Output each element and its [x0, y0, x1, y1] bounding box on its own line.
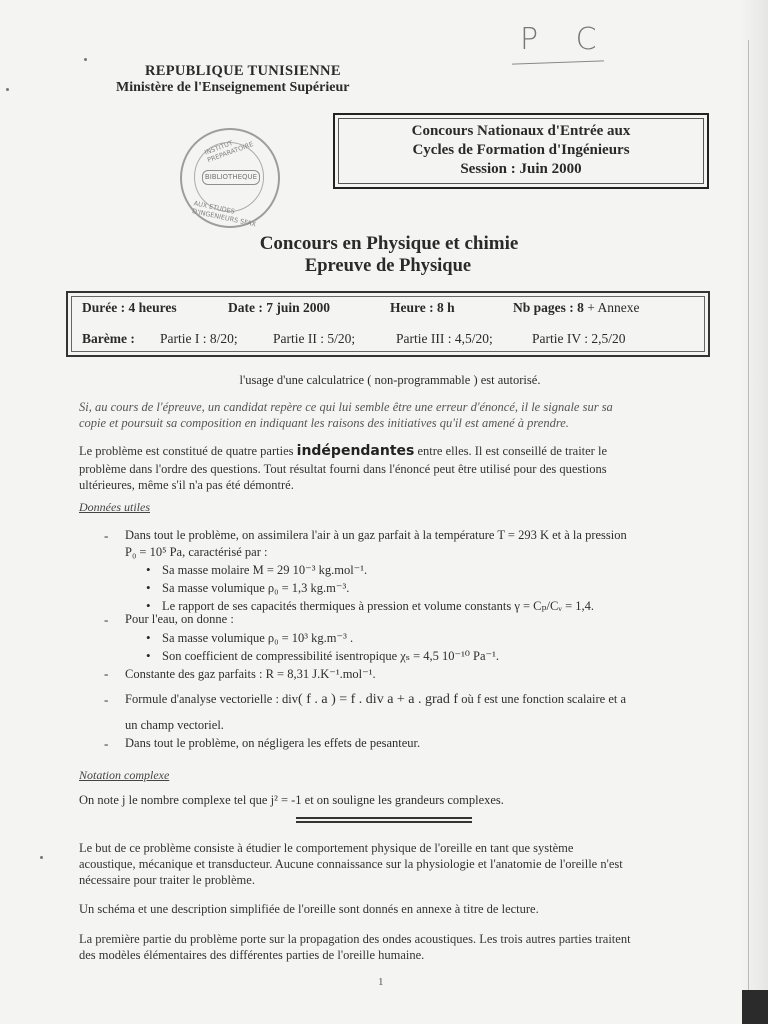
- air-gamma: Le rapport de ses capacités thermiques à pression et volume constants γ = Cₚ/Cᵥ = 1,4.: [162, 599, 595, 613]
- page-count-bold: Nb pages : 8: [513, 300, 584, 315]
- exam-info-box: [66, 291, 710, 357]
- bareme-label: Barème :: [82, 331, 135, 346]
- separator-rule: [296, 821, 472, 823]
- stamp-bottom-text: AUX ETUDES D'INGENIEURS SFAX: [191, 199, 257, 229]
- page-edge-shadow: [740, 0, 768, 1024]
- exam-date: Date : 7 juin 2000: [228, 300, 330, 315]
- library-stamp: [180, 128, 280, 228]
- page-count-annex: + Annexe: [583, 300, 640, 315]
- concours-line-2: Cycles de Formation d'Ingénieurs: [412, 142, 630, 158]
- air-molar-mass: Sa masse molaire M = 29 10⁻³ kg.mol⁻¹.: [162, 563, 368, 577]
- stamp-top-text: INSTITUT PREPARATOIRE: [203, 139, 255, 165]
- page-count: [513, 300, 640, 316]
- exam-title: Concours en Physique et chimie: [259, 233, 519, 254]
- dash-marker: -: [104, 666, 109, 681]
- concours-session: Session : Juin 2000: [460, 161, 582, 177]
- vector-formula-label: Formule d'analyse vectorielle : div: [125, 692, 299, 706]
- bullet-marker: •: [146, 580, 151, 595]
- dash-marker: -: [104, 612, 109, 627]
- intro-line-3: ultérieures, même s'il n'a pas été démontré.: [79, 478, 294, 492]
- vector-field-note: un champ vectoriel.: [125, 718, 224, 732]
- intro-line-2: problème dans l'ordre des questions. Tout résultat fourni dans l'énoncé peut être utilisé pour des questions: [79, 462, 607, 476]
- calculator-note: l'usage d'une calculatrice ( non-programmable ) est autorisé.: [239, 373, 541, 387]
- gas-constant: Constante des gaz parfaits : R = 8,31 J.K⁻¹.mol⁻¹.: [125, 667, 376, 681]
- scan-speck: [84, 58, 87, 61]
- air-density: Sa masse volumique ρ₀ = 1,3 kg.m⁻³.: [162, 581, 350, 595]
- vector-formula: [125, 692, 626, 708]
- scan-speck: [40, 856, 43, 859]
- schema-note: Un schéma et une description simplifiée de l'oreille sont donnés en annexe à titre de lecture.: [79, 902, 539, 916]
- notation-text: On note j le nombre complexe tel que j² = -1 et on souligne les grandeurs complexes.: [79, 793, 504, 807]
- separator-rule: [296, 817, 472, 819]
- bullet-marker: •: [146, 598, 151, 613]
- donnees-heading: Données utiles: [79, 500, 150, 514]
- dash-marker: -: [104, 736, 109, 751]
- page-number: 1: [378, 976, 384, 988]
- first-part-line-2: des modèles élémentaires des différentes parties de l'oreille humaine.: [79, 948, 425, 962]
- intro-emphasis: indépendantes: [296, 443, 415, 459]
- handwritten-underline: [512, 60, 604, 64]
- water-compressibility: Son coefficient de compressibilité isentropique χₛ = 4,5 10⁻¹⁰ Pa⁻¹.: [162, 649, 500, 663]
- air-assumption-line-2: P₀ = 10⁵ Pa, caractérisé par :: [125, 545, 268, 559]
- notation-heading: Notation complexe: [79, 768, 170, 782]
- bareme-partie-2: Partie II : 5/20;: [273, 331, 356, 346]
- error-note-line-1: Si, au cours de l'épreuve, un candidat repère ce qui lui semble être une erreur d'énoncé, il le signale sur sa: [79, 400, 613, 414]
- exam-time: Heure : 8 h: [390, 300, 455, 315]
- stamp-center-label: BIBLIOTHEQUE: [202, 170, 260, 185]
- duration: Durée : 4 heures: [82, 300, 177, 315]
- error-note-line-2: copie et poursuit sa composition en indiquant les raisons des initiatives qu'il est amené à prendre.: [79, 416, 569, 430]
- vector-formula-expression: ( f . a ) = f . div a + a . grad f: [298, 692, 459, 707]
- scan-speck: [6, 88, 9, 91]
- exam-subtitle: Epreuve de Physique: [304, 256, 472, 276]
- bareme-partie-1: Partie I : 8/20;: [160, 331, 238, 346]
- dash-marker: -: [104, 528, 109, 543]
- intro-text-a: Le problème est constitué de quatre parties: [79, 444, 297, 458]
- ministry-heading: Ministère de l'Enseignement Supérieur: [116, 80, 350, 95]
- concours-line-1: Concours Nationaux d'Entrée aux: [411, 123, 631, 139]
- water-heading: Pour l'eau, on donne :: [125, 612, 234, 626]
- dash-marker: -: [104, 692, 109, 707]
- bullet-marker: •: [146, 648, 151, 663]
- goal-line-2: acoustique, mécanique et transducteur. Aucune connaissance sur la physiologie et l'anatomie de l'oreille n'est: [79, 857, 623, 871]
- water-density: Sa masse volumique ρ₀ = 10³ kg.m⁻³ .: [162, 631, 354, 645]
- first-part-line-1: La première partie du problème porte sur la propagation des ondes acoustiques. Les trois autres parties traitent: [79, 932, 631, 946]
- bareme-partie-3: Partie III : 4,5/20;: [396, 331, 493, 346]
- goal-line-1: Le but de ce problème consiste à étudier le comportement physique de l'oreille en tant que système: [79, 841, 574, 855]
- intro-text-b: entre elles. Il est conseillé de traiter le: [414, 444, 607, 458]
- bullet-marker: •: [146, 562, 151, 577]
- bareme-partie-4: Partie IV : 2,5/20: [532, 331, 626, 346]
- goal-line-3: nécessaire pour traiter le problème.: [79, 873, 255, 887]
- air-assumption-line-1: Dans tout le problème, on assimilera l'air à un gaz parfait à la température T = 293 K et à la pression: [125, 528, 627, 542]
- intro-line-1: [79, 443, 689, 459]
- scan-corner: [742, 990, 768, 1024]
- page-edge-line: [748, 40, 749, 1024]
- bullet-marker: •: [146, 630, 151, 645]
- vector-formula-tail: où f est une fonction scalaire et a: [458, 692, 627, 706]
- concours-box: [333, 113, 709, 189]
- gravity-note: Dans tout le problème, on négligera les effets de pesanteur.: [125, 736, 421, 750]
- republic-heading: REPUBLIQUE TUNISIENNE: [145, 63, 341, 79]
- handwritten-note: P C: [520, 22, 611, 57]
